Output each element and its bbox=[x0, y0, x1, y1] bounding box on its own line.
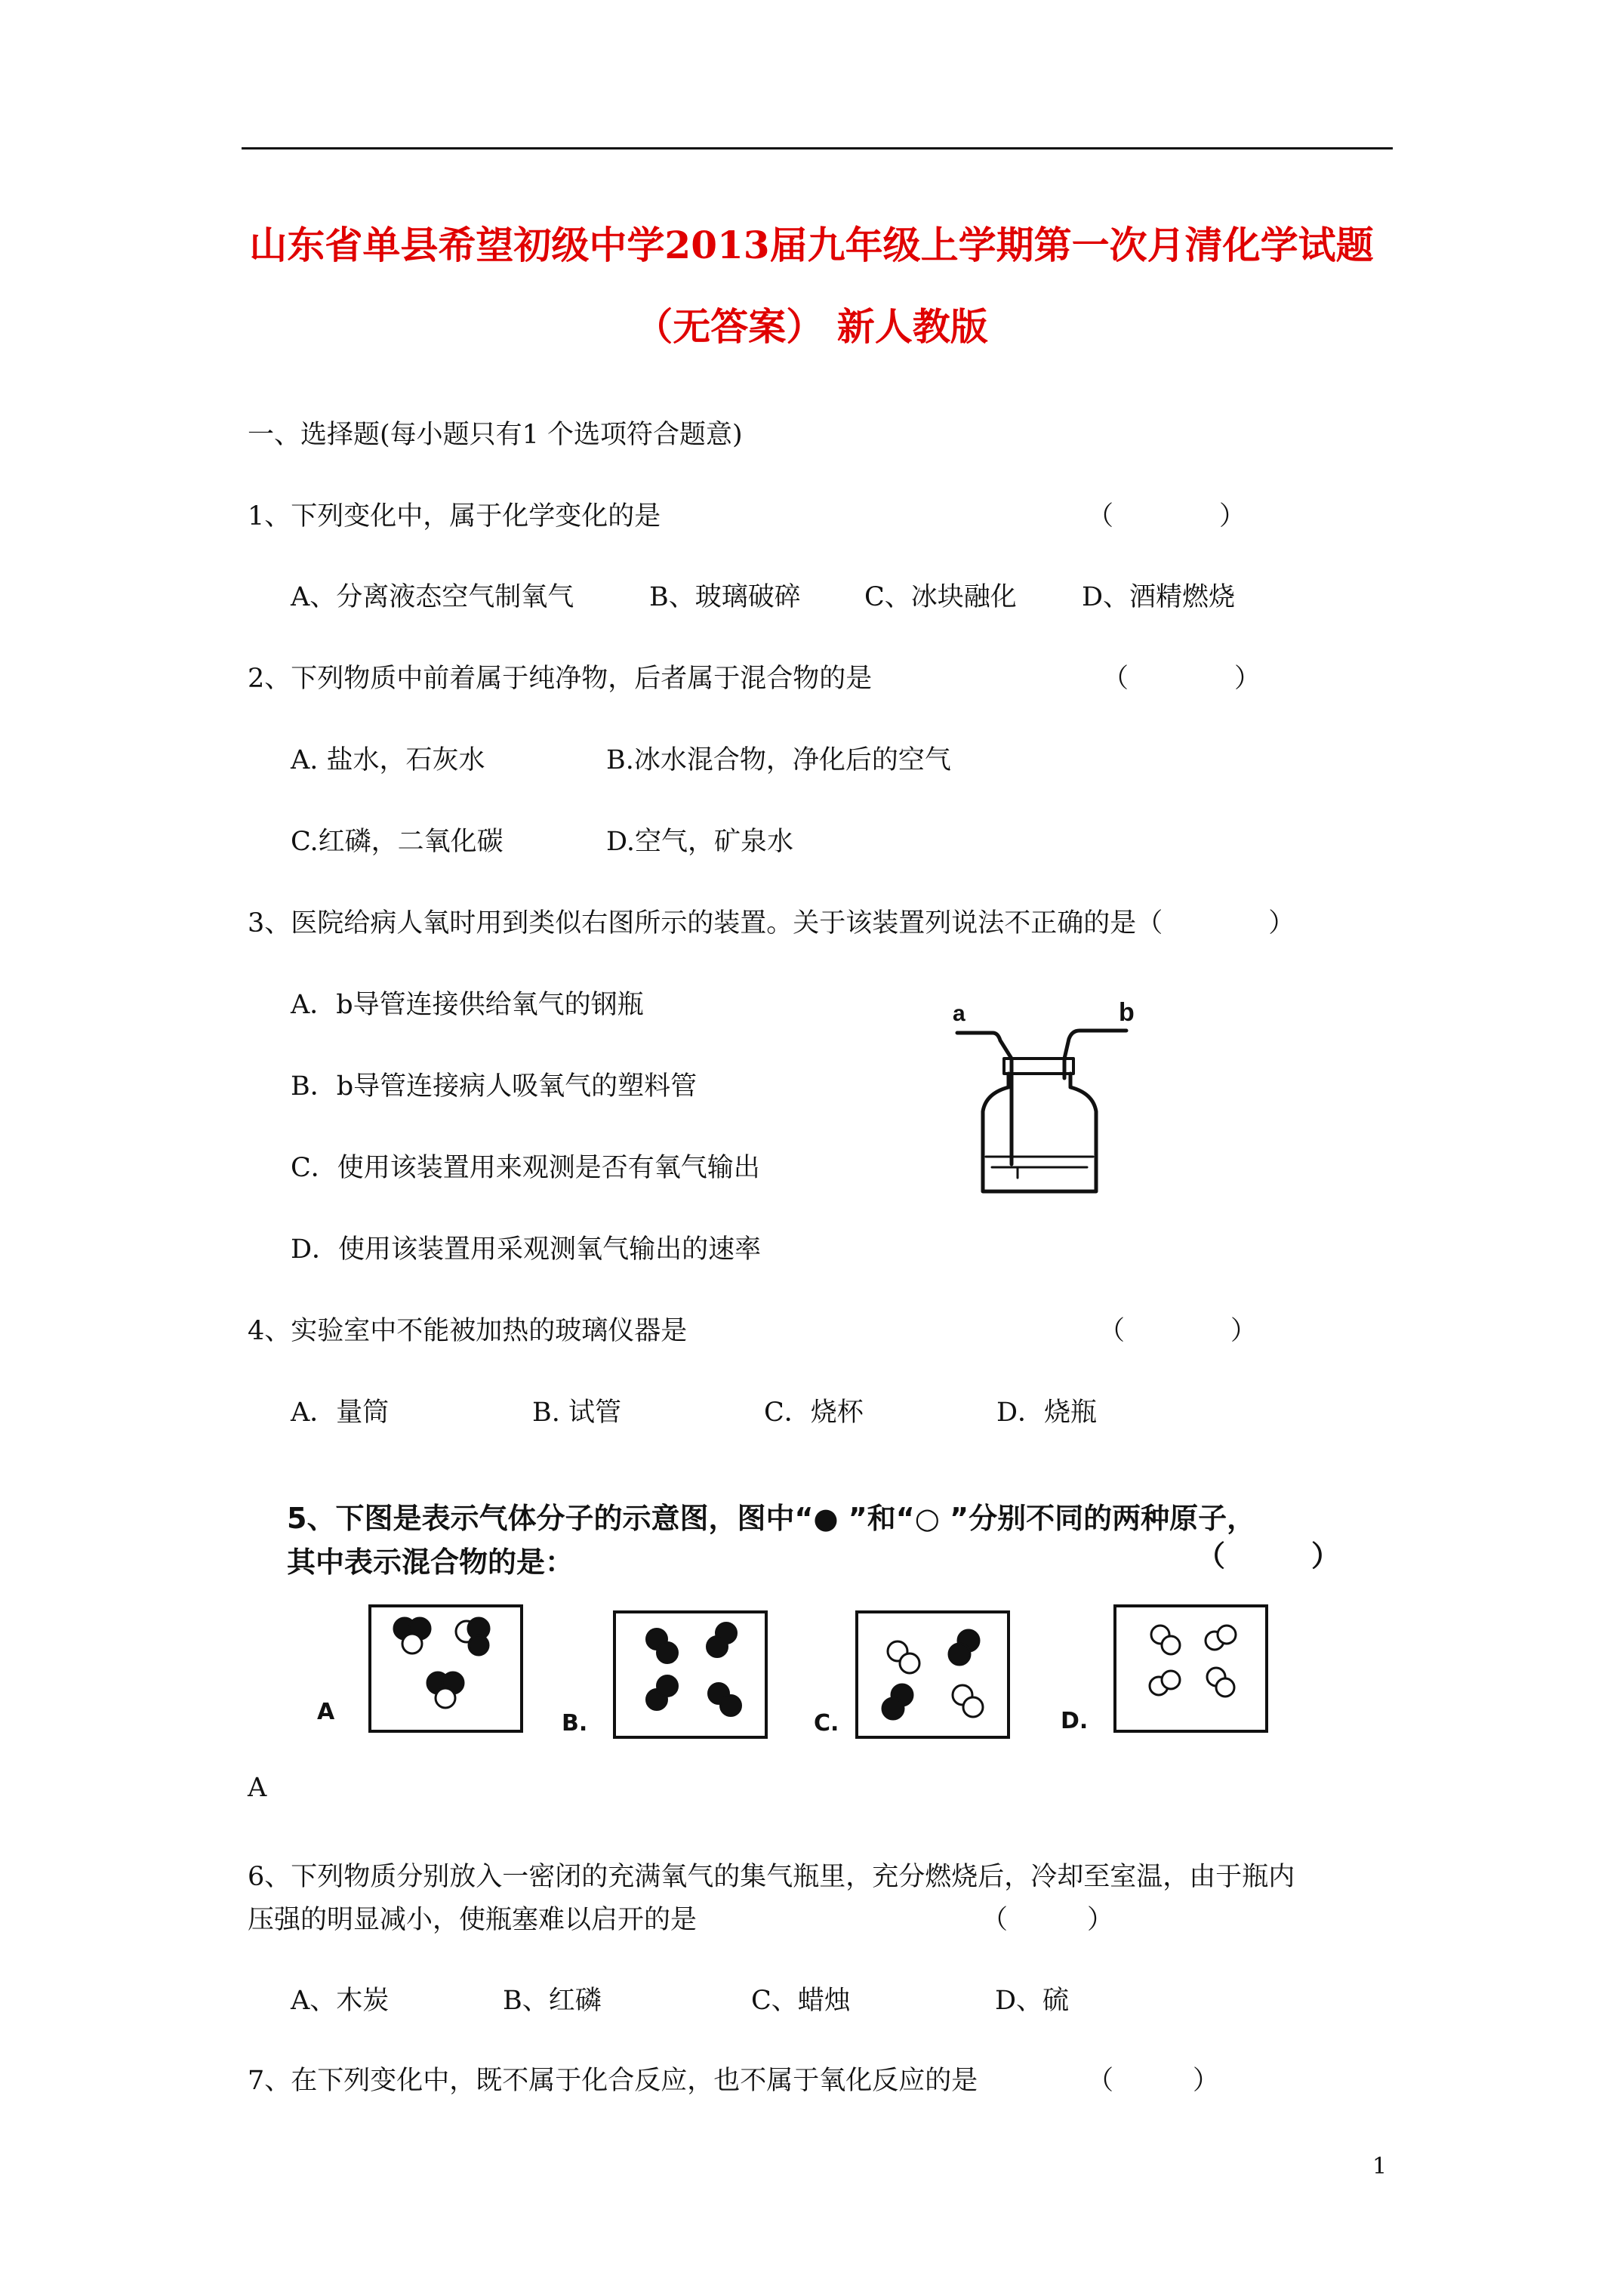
q7-stem: 7、在下列变化中，既不属于化合反应，也不属于氧化反应的是 bbox=[248, 2066, 978, 2096]
box-b-label: B. bbox=[562, 1710, 588, 1737]
q3-option-c: C．使用该装置用来观测是否有氧气输出 bbox=[291, 1153, 760, 1183]
q3-stem: 3、医院给病人氧时用到类似右图所示的装置。关于该装置列说法不正确的是（ ） bbox=[248, 908, 1295, 938]
q4-option-a: A．量筒 bbox=[291, 1398, 390, 1428]
q6-answer-paren: （ ） bbox=[981, 1905, 1114, 1935]
q6-option-b: B、红磷 bbox=[503, 1986, 602, 2016]
q6-option-c: C、蜡烛 bbox=[751, 1986, 851, 2016]
q7-answer-paren: （ ） bbox=[1087, 2066, 1220, 2096]
molecule-box-c bbox=[855, 1610, 1010, 1739]
page-number: 1 bbox=[1372, 2153, 1387, 2180]
q6-stem-line1: 6、下列物质分别放入一密闭的充满氧气的集气瓶里，充分燃烧后，冷却至室温，由于瓶内 bbox=[248, 1862, 1295, 1892]
q6-option-d: D、硫 bbox=[995, 1986, 1070, 2016]
q1-answer-paren: （ ） bbox=[1087, 501, 1246, 532]
page-title-line1: 山东省单县希望初级中学2013届九年级上学期第一次月清化学试题 bbox=[249, 223, 1374, 267]
q1-option-d: D、酒精燃烧 bbox=[1082, 582, 1236, 612]
gas-wash-bottle-figure bbox=[951, 989, 1140, 1193]
molecule-box-d bbox=[1113, 1604, 1268, 1733]
header-rule bbox=[242, 147, 1393, 149]
box-d-label: D. bbox=[1061, 1708, 1089, 1734]
q2-answer-paren: （ ） bbox=[1102, 664, 1261, 694]
q1-option-b: B、玻璃破碎 bbox=[649, 582, 801, 612]
q3-option-d: D．使用该装置用采观测氧气输出的速率 bbox=[291, 1234, 762, 1265]
q1-stem: 1、下列变化中，属于化学变化的是 bbox=[248, 501, 661, 532]
q1-option-c: C、冰块融化 bbox=[864, 582, 1017, 612]
tube-a-label: a bbox=[953, 1001, 965, 1026]
q4-option-c: C．烧杯 bbox=[764, 1398, 864, 1428]
q4-stem: 4、实验室中不能被加热的玻璃仪器是 bbox=[248, 1316, 688, 1346]
q5-answer: A bbox=[248, 1773, 267, 1803]
q5-stem-line2: 其中表示混合物的是： bbox=[287, 1546, 574, 1579]
molecule-box-a bbox=[368, 1604, 523, 1733]
q2-option-c: C.红磷，二氧化碳 bbox=[291, 827, 504, 857]
q4-option-d: D．烧瓶 bbox=[996, 1398, 1098, 1428]
q5-stem-line1: 5、下图是表示气体分子的示意图，图中“● ”和“○ ”分别不同的两种原子， bbox=[287, 1502, 1256, 1535]
tube-b-label: b bbox=[1119, 998, 1135, 1027]
q6-option-a: A、木炭 bbox=[291, 1986, 390, 2016]
section-heading: 一、选择题(每小题只有1 个选项符合题意) bbox=[248, 420, 743, 450]
q4-option-b: B. 试管 bbox=[532, 1398, 621, 1428]
q2-option-d: D.空气，矿泉水 bbox=[606, 827, 793, 857]
box-c-label: C. bbox=[814, 1710, 839, 1737]
q1-option-a: A、分离液态空气制氧气 bbox=[291, 582, 574, 612]
q6-stem-line2: 压强的明显减小，使瓶塞难以启开的是 bbox=[248, 1905, 698, 1935]
box-a-label: A bbox=[317, 1699, 335, 1725]
molecule-box-b bbox=[613, 1610, 768, 1739]
q3-option-a: A．b导管连接供给氧气的钢瓶 bbox=[291, 990, 644, 1020]
q3-option-b: B．b导管连接病人吸氧气的塑料管 bbox=[291, 1071, 698, 1102]
q2-option-a: A. 盐水，石灰水 bbox=[291, 745, 485, 775]
q4-answer-paren: （ ） bbox=[1098, 1316, 1258, 1346]
q2-stem: 2、下列物质中前着属于纯净物，后者属于混合物的是 bbox=[248, 664, 873, 694]
q5-answer-paren: （ ） bbox=[1196, 1539, 1341, 1573]
q2-option-b: B.冰水混合物，净化后的空气 bbox=[606, 745, 951, 775]
page-title-line2: （无答案） 新人教版 bbox=[635, 304, 988, 349]
